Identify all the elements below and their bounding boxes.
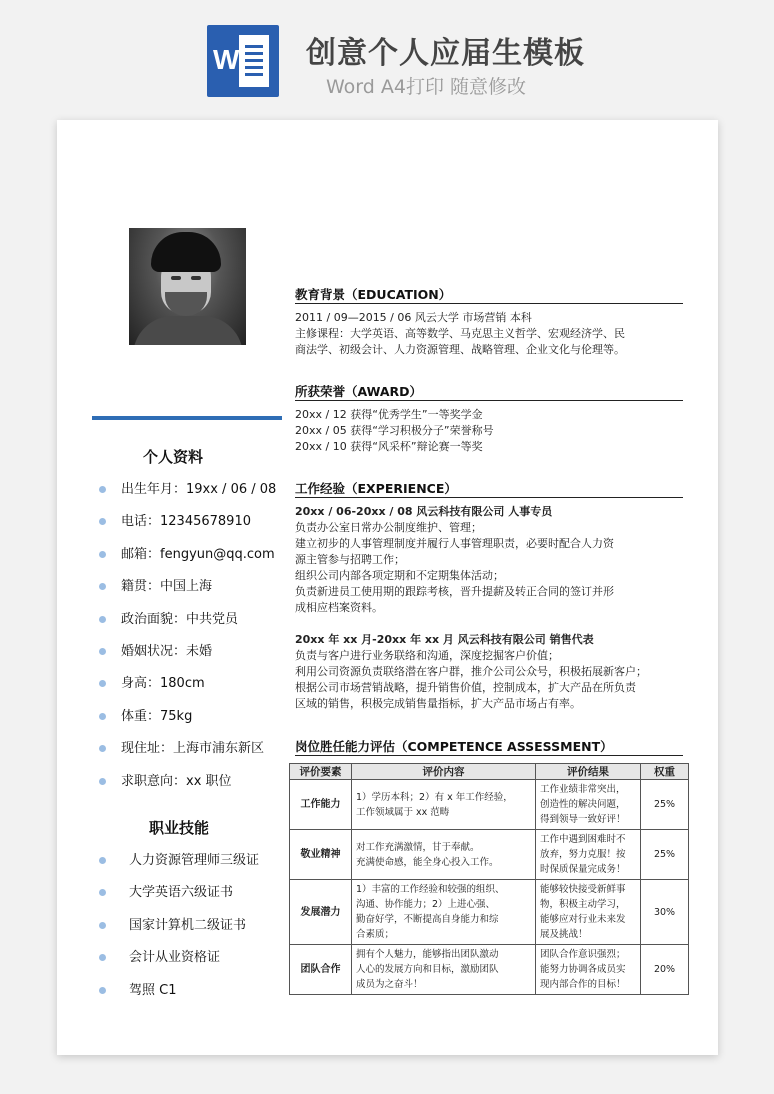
weight-cell: 25% [641, 780, 689, 830]
bullet-icon [99, 616, 106, 623]
text-line: 利用公司资源负责联络潜在客户群，推介公司公众号，积极拓展新客户； [295, 665, 647, 678]
bullet-icon [99, 922, 106, 929]
section-title: 所获荣誉（AWARD） [295, 383, 683, 401]
result-cell: 能够较快接受新鲜事 物，积极主动学习， 能够应对行业未来发 展及挑战！ [536, 880, 641, 945]
assessment-table [289, 763, 689, 995]
bullet-icon [99, 954, 106, 961]
bullet-icon [99, 889, 106, 896]
job-entry [295, 504, 683, 616]
word-icon [207, 25, 279, 97]
skills-heading: 职业技能 [149, 819, 210, 837]
factor-cell: 敬业精神 [290, 830, 352, 880]
job-header: 20xx 年 xx 月-20xx 年 xx 月 风云科技有限公司 销售代表 [295, 633, 594, 646]
bullet-icon [99, 857, 106, 864]
text-line: 20xx / 12 获得“优秀学生”一等奖学金 [295, 408, 483, 421]
section-title: 工作经验（EXPERIENCE） [295, 480, 683, 498]
bullet-icon [99, 583, 106, 590]
left-divider [92, 416, 282, 420]
content-cell: 1）学历本科；2）有 x 年工作经验， 工作领域属于 xx 范畴 [352, 780, 536, 830]
text-line: 负责与客户进行业务联络和沟通，深度挖掘客户价值； [295, 649, 559, 662]
text-line: 20xx / 05 获得“学习积极分子”荣誉称号 [295, 424, 494, 437]
bullet-icon [99, 648, 106, 655]
text-line: 20xx / 10 获得“风采杯”辩论赛一等奖 [295, 440, 483, 453]
section-title: 教育背景（EDUCATION） [295, 286, 683, 304]
text-line: 建立初步的人事管理制度并履行人事管理职责，必要时配合人力资 [295, 537, 614, 550]
banner-subtitle: Word A4打印 随意修改 [326, 76, 527, 98]
content-cell: 对工作充满激情，甘于奉献。 充满使命感，能全身心投入工作。 [352, 830, 536, 880]
column-header: 评价要素 [290, 764, 352, 780]
content-cell: 拥有个人魅力，能够指出团队激动 人心的发展方向和目标，激励团队 成员为之奋斗！ [352, 945, 536, 995]
bullet-icon [99, 518, 106, 525]
text-line: 负责新进员工使用期的跟踪考核，晋升提薪及转正合同的签订并形 [295, 585, 614, 598]
assessment-section [295, 738, 683, 756]
result-cell: 团队合作意识强烈； 能努力协调各成员实 现内部合作的目标！ [536, 945, 641, 995]
weight-cell: 20% [641, 945, 689, 995]
text-line: 主修课程：大学英语、高等数学、马克思主义哲学、宏观经济学、民 [295, 327, 625, 340]
job-header: 20xx / 06-20xx / 08 风云科技有限公司 人事专员 [295, 505, 553, 518]
bullet-icon [99, 680, 106, 687]
table-row [290, 880, 689, 945]
text-line: 商法学、初级会计、人力资源管理、战略管理、企业文化与伦理等。 [295, 343, 625, 356]
weight-cell: 30% [641, 880, 689, 945]
experience-section [295, 480, 683, 712]
text-line: 成相应档案资料。 [295, 601, 383, 614]
bullet-icon [99, 987, 106, 994]
profile-photo [129, 228, 246, 345]
factor-cell: 团队合作 [290, 945, 352, 995]
text-line: 源主管参与招聘工作； [295, 553, 405, 566]
result-cell: 工作业绩非常突出， 创造性的解决问题， 得到领导一致好评！ [536, 780, 641, 830]
bullet-icon [99, 745, 106, 752]
text-line: 负责办公室日常办公制度维护、管理； [295, 521, 482, 534]
column-header: 权重 [641, 764, 689, 780]
resume-page: 个人资料 出生年月：19xx / 06 / 08 电话：12345678910 邮箱：fengyun@qq.com 籍贯：中国上海 政治面貌：中共党员 婚姻状况：未婚 身高：180cm 体重：75kg 现住址：上海市浦东新区 求职意向：xx 职位 职业技能 人力资源管理师三级证 大学英语六级证书 国家计算机二级证书 会计从业资格证 驾照 C1 教育背景（EDUCATION） 2011 / 09—2015 / 06 风云大学 市场营销 本科 主修课程：大学英语、高等数学、马克思主义哲学、宏观经济学、民 商法学、初级会计、人力资源管理、战略管理、企业文化与伦理等。 所获荣誉（AWARD） 20xx / 12 获得“优秀学生”一等奖学金 20xx / 05 获得“学习积极分子”荣誉称号 20xx / 10 获得“风采杯”辩论赛一等奖 工作经验（EXPERIENCE） 20xx / 06-20xx / 08 风云科技有限公司 人事专员 负责办公室日常办公制度维护、管理； 建立初步的人事管理制度并履行人事管理职责，必要时配合人力资 源主管参与招聘工作； 组织公司内部各项定期和不定期集体活动； 负责新进员工使用期的跟踪考核，晋升提薪及转正合同的签订并形 成相应档案资料。 20xx 年 xx 月-20xx 年 xx 月 风云科技有限公司 销售代表 负责与客户进行业务联络和沟通，深度挖掘客户价值； 利用公司资源负责联络潜在客户群，推介公司公众号，积极拓展新客户； 根据公司市场营销战略，提升销售价值，控制成本，扩大产品在所负责 区域的销售，积极完成销售量指标，扩大产品市场占有率。 岗位胜任能力评估（COMPETENCE ASSESSMENT） 评价要素 评价内容 评价结果 权重 工作能力 1）学历本科；2）有 x 年工作经验， 工作领域属于 xx 范畴 工作业绩非常突出， 创造性的解决问题， 得到领导一致好评！ 25% 敬业精神 对工作充满激情，甘于奉献。 充满使命感，能全身心投入工作。 工作中遇到困难时不 放弃，努力克服！按 时保质保量完成务！ 25% 发展潜力 1）丰富的工作经验和较强的组织、 沟通、协作能力；2）上进心强、 勤奋好学，不断提高自身能力和综 合素质； 能够较快接受新鲜事 物，积极主动学习， 能够应对行业未来发 展及挑战！ 30% 团队合作 拥有个人魅力，能够指出团队激动 人心的发展方向和目标，激励团队 成员为之奋斗！ 团队合作意识强烈； 能努力协调各成员实 现内部合作的目标！ 20% [57, 120, 718, 1055]
top-banner [0, 0, 774, 112]
factor-cell: 发展潜力 [290, 880, 352, 945]
table-row [290, 830, 689, 880]
text-line: 根据公司市场营销战略，提升销售价值，控制成本，扩大产品在所负责 [295, 681, 636, 694]
awards-section [295, 383, 683, 455]
result-cell: 工作中遇到困难时不 放弃，努力克服！按 时保质保量完成务！ [536, 830, 641, 880]
bullet-icon [99, 486, 106, 493]
table-row [290, 945, 689, 995]
bullet-icon [99, 778, 106, 785]
bullet-icon [99, 713, 106, 720]
column-header: 评价内容 [352, 764, 536, 780]
table-header-row [290, 764, 689, 780]
section-title: 岗位胜任能力评估（COMPETENCE ASSESSMENT） [295, 738, 683, 756]
profile-heading: 个人资料 [143, 448, 204, 466]
weight-cell: 25% [641, 830, 689, 880]
banner-title: 创意个人应届生模板 [306, 36, 585, 71]
table-row [290, 780, 689, 830]
text-line: 2011 / 09—2015 / 06 风云大学 市场营销 本科 [295, 311, 532, 324]
education-section [295, 286, 683, 358]
column-header: 评价结果 [536, 764, 641, 780]
content-cell: 1）丰富的工作经验和较强的组织、 沟通、协作能力；2）上进心强、 勤奋好学，不断提高自身能力和综 合素质； [352, 880, 536, 945]
bullet-icon [99, 551, 106, 558]
text-line: 区域的销售，积极完成销售量指标，扩大产品市场占有率。 [295, 697, 581, 710]
job-entry [295, 632, 683, 712]
factor-cell: 工作能力 [290, 780, 352, 830]
text-line: 组织公司内部各项定期和不定期集体活动； [295, 569, 504, 582]
word-logo-letter: W [213, 44, 240, 75]
